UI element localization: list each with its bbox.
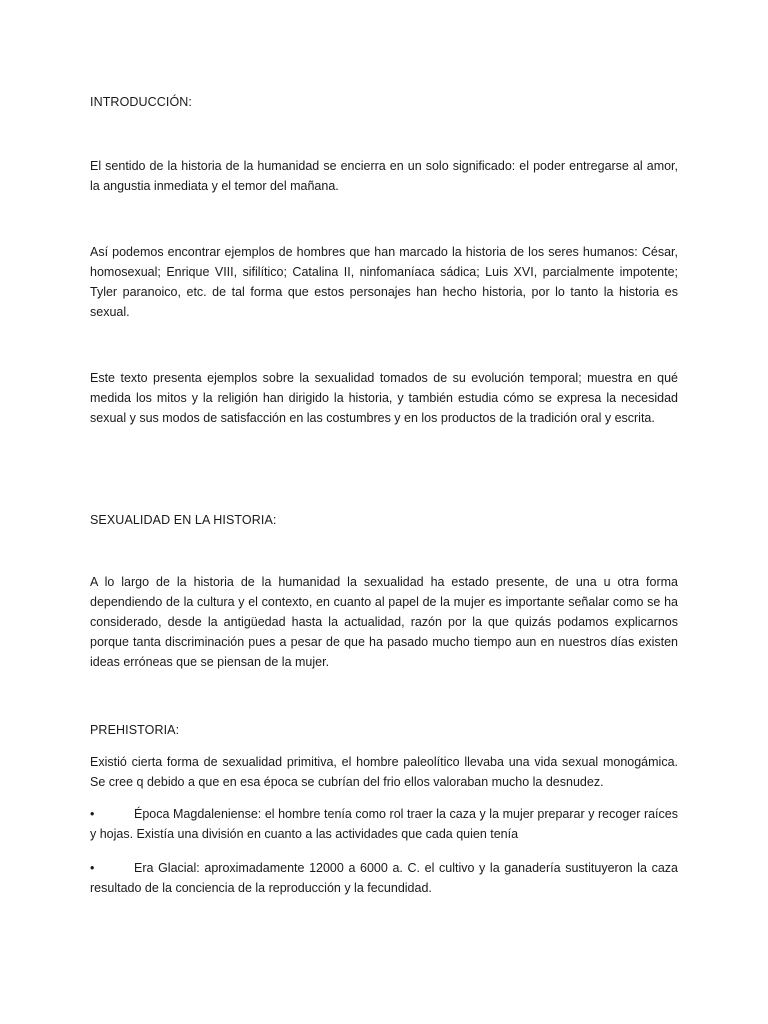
intro-paragraph-2: Así podemos encontrar ejemplos de hombres que han marcado la historia de los seres humanos: César, homosexual; Enrique VIII, sifilítico; Catalina II, ninfomaníaca sádica; Luis XVI, parcialmente impotente; Tyler paranoico, etc. de tal forma que estos personajes han hecho historia, por lo tanto la historia es sexual. — [90, 245, 678, 319]
history-paragraph-1: A lo largo de la historia de la humanidad la sexualidad ha estado presente, de una u otra forma dependiendo de la cultura y el contexto, en cuanto al papel de la mujer es importante señalar como se ha considerado, desde la antigüedad hasta la actualidad, razón por la que quizás podamos explicarnos porque tanta discriminación pues a pesar de que ha pasado mucho tiempo aun en nuestros días existen ideas erróneas que se piensan de la mujer. — [90, 575, 678, 669]
heading-sexualidad-en-la-historia: SEXUALIDAD EN LA HISTORIA: — [90, 513, 277, 527]
intro-paragraph-1: El sentido de la historia de la humanidad se encierra en un solo significado: el poder entregarse al amor, la angustia inmediata y el temor del mañana. — [90, 159, 678, 193]
bullet-text: Época Magdaleniense: el hombre tenía como rol traer la caza y la mujer preparar y recoger raíces y hojas. Existía una división en cuanto a las actividades que cada quien tenía — [90, 807, 678, 841]
bullet-text: Era Glacial: aproximadamente 12000 a 6000 a. C. el cultivo y la ganadería sustituyeron la caza resultado de la conciencia de la reproducción y la fecundidad. — [90, 861, 678, 895]
bullet-item — [90, 858, 678, 898]
heading-prehistoria: PREHISTORIA: — [90, 723, 180, 737]
bullet-item — [90, 804, 678, 844]
bullet-marker: • — [90, 807, 95, 821]
heading-introduccion: INTRODUCCIÓN: — [90, 95, 192, 109]
bullet-marker: • — [90, 861, 95, 875]
prehistory-paragraph-1: Existió cierta forma de sexualidad primitiva, el hombre paleolítico llevaba una vida sexual monogámica. Se cree q debido a que en esa época se cubrían del frio ellos valoraban mucho la desnudez. — [90, 755, 678, 789]
intro-paragraph-3: Este texto presenta ejemplos sobre la sexualidad tomados de su evolución temporal; muestra en qué medida los mitos y la religión han dirigido la historia, y también estudia cómo se expresa la necesidad sexual y sus modos de satisfacción en las costumbres y en los productos de la tradición oral y escrita. — [90, 371, 678, 425]
